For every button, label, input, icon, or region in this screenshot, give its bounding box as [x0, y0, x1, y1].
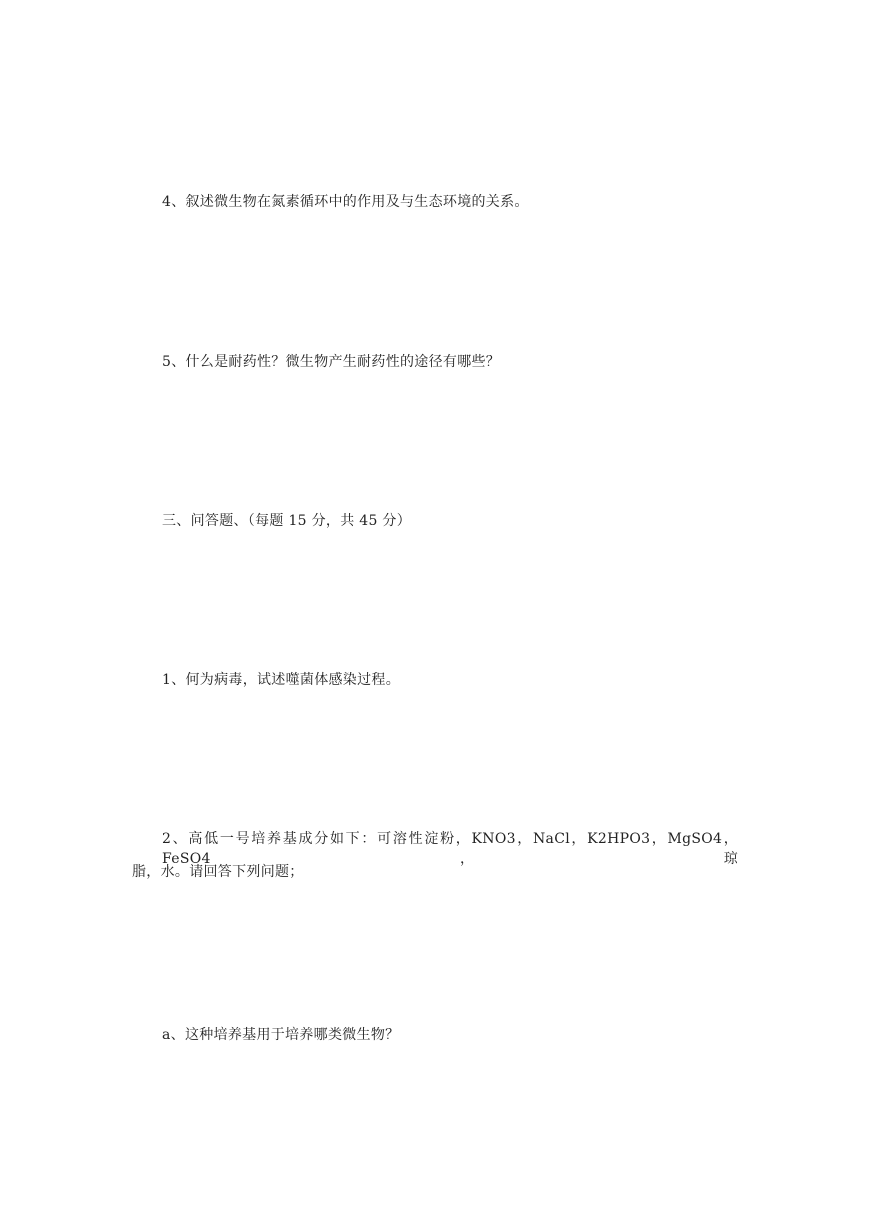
question-4: 4、叙述微生物在氮素循环中的作用及与生态环境的关系。: [162, 194, 529, 210]
qa-item-2-line-1: 2、高低一号培养基成分如下：可溶性淀粉，KNO3，NaCl，K2HPO3，MgSO4，FeSO4，琼: [162, 831, 738, 867]
question-5: 5、什么是耐药性？微生物产生耐药性的途径有哪些？: [162, 354, 501, 370]
section-heading: 三、问答题、（每题 15 分，共 45 分）: [162, 513, 412, 529]
qa-item-1: 1、何为病毒，试述噬菌体感染过程。: [162, 672, 401, 688]
qa-item-a: a、这种培养基用于培养哪类微生物？: [162, 1027, 400, 1043]
qa-item-2-line-2: 脂，水。请回答下列问题；: [132, 864, 304, 880]
